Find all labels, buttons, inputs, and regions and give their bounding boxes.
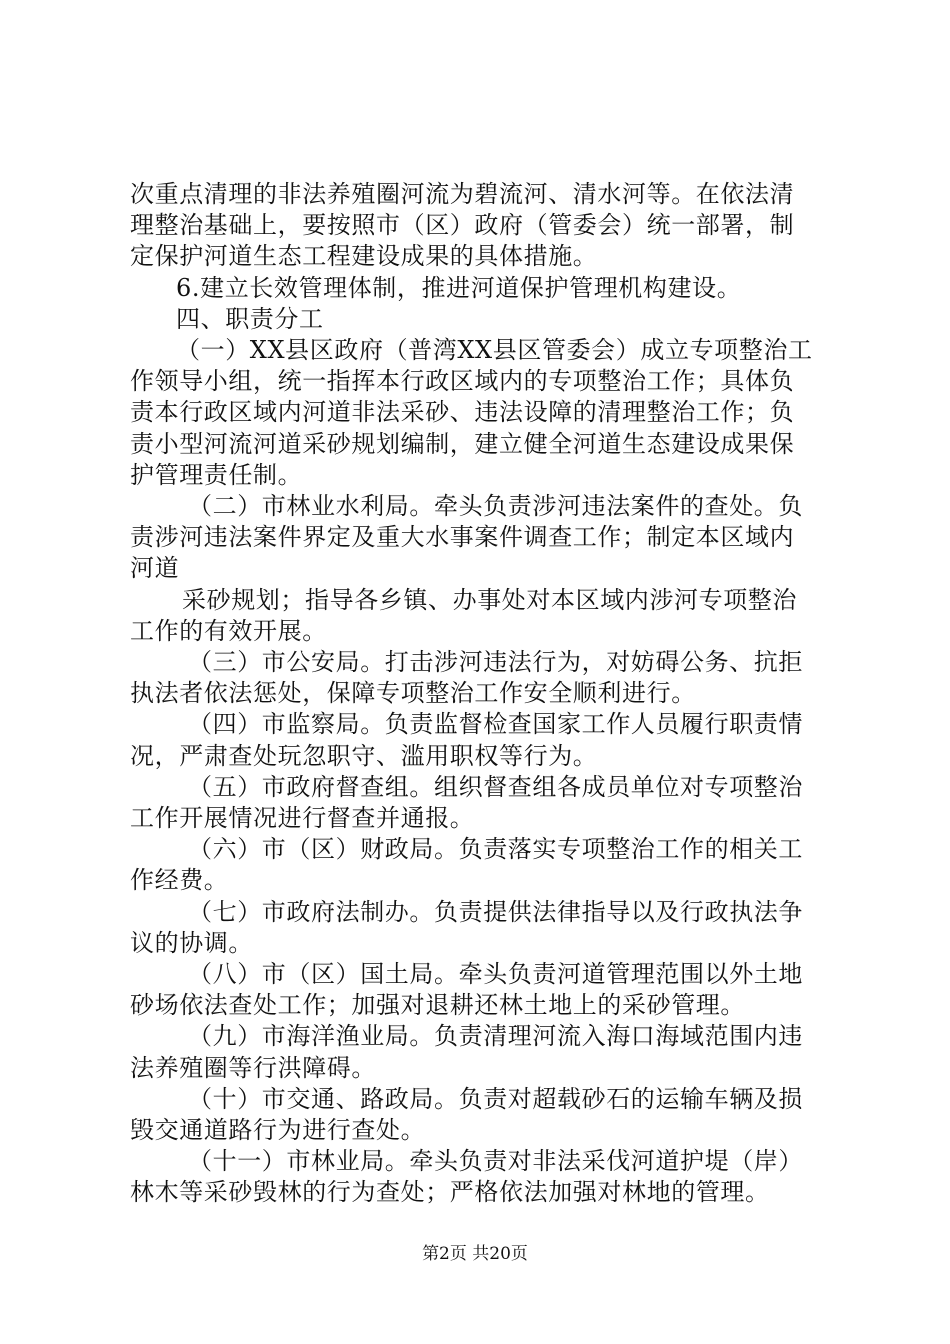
text-line: 定保护河道生态工程建设成果的具体措施。 xyxy=(130,242,598,271)
text-line: 次重点清理的非法养殖圈河流为碧流河、清水河等。在依法清 xyxy=(130,180,795,208)
text-line: （八）市（区）国土局。牵头负责河道管理范围以外土地 xyxy=(188,960,803,988)
page-footer: 第2页 共20页 xyxy=(422,1244,528,1264)
text-line: 作经费。 xyxy=(130,866,229,895)
text-line: （七）市政府法制办。负责提供法律指导以及行政执法争 xyxy=(188,897,803,926)
text-line: 采砂规划；指导各乡镇、办事处对本区域内涉河专项整治 xyxy=(182,585,797,614)
text-line: 责小型河流河道采砂规划编制，建立健全河道生态建设成果保 xyxy=(130,429,795,458)
text-line: 责涉河违法案件界定及重大水事案件调查工作；制定本区域内 xyxy=(130,523,795,552)
text-line: （一）XX县区政府（普湾XX县区管委会）成立专项整治工 xyxy=(176,336,813,364)
text-line: 理整治基础上，要按照市（区）政府（管委会）统一部署，制 xyxy=(130,211,795,240)
text-line: 毁交通道路行为进行查处。 xyxy=(130,1116,426,1144)
text-line: （三）市公安局。打击涉河违法行为，对妨碍公务、抗拒 xyxy=(188,648,803,676)
text-line: 护管理责任制。 xyxy=(130,460,303,489)
text-line: 作领导小组，统一指挥本行政区域内的专项整治工作；具体负 xyxy=(130,367,795,396)
text-line: 工作开展情况进行督查并通报。 xyxy=(130,804,475,832)
text-line: 法养殖圈等行洪障碍。 xyxy=(130,1053,376,1082)
text-line: 工作的有效开展。 xyxy=(130,616,327,645)
text-line: 执法者依法惩处，保障专项整治工作安全顺利进行。 xyxy=(130,679,696,708)
text-line: 砂场依法查处工作；加强对退耕还林土地上的采砂管理。 xyxy=(130,991,745,1020)
text-line: （二）市林业水利局。牵头负责涉河违法案件的查处。负 xyxy=(188,492,803,520)
text-line: 况，严肃查处玩忽职守、滥用职权等行为。 xyxy=(130,741,598,770)
text-line: （五）市政府督查组。组织督查组各成员单位对专项整治 xyxy=(188,772,803,801)
text-line: 议的协调。 xyxy=(130,928,253,957)
section-heading: 四、职责分工 xyxy=(176,304,324,333)
text-line: （六）市（区）财政局。负责落实专项整治工作的相关工 xyxy=(188,835,803,864)
text-line: 责本行政区域内河道非法采砂、违法设障的清理整治工作；负 xyxy=(130,398,795,427)
text-line: 河道 xyxy=(130,554,180,583)
text-line: 林木等采砂毁林的行为查处；严格依法加强对林地的管理。 xyxy=(130,1178,770,1207)
text-line: 6.建立长效管理体制，推进河道保护管理机构建设。 xyxy=(176,273,742,302)
text-line: （十）市交通、路政局。负责对超载砂石的运输车辆及损 xyxy=(188,1084,803,1113)
text-line: （十一）市林业局。牵头负责对非法采伐河道护堤（岸） xyxy=(188,1147,803,1176)
text-line: （四）市监察局。负责监督检查国家工作人员履行职责情 xyxy=(188,710,803,739)
text-line: （九）市海洋渔业局。负责清理河流入海口海域范围内违 xyxy=(188,1022,803,1051)
